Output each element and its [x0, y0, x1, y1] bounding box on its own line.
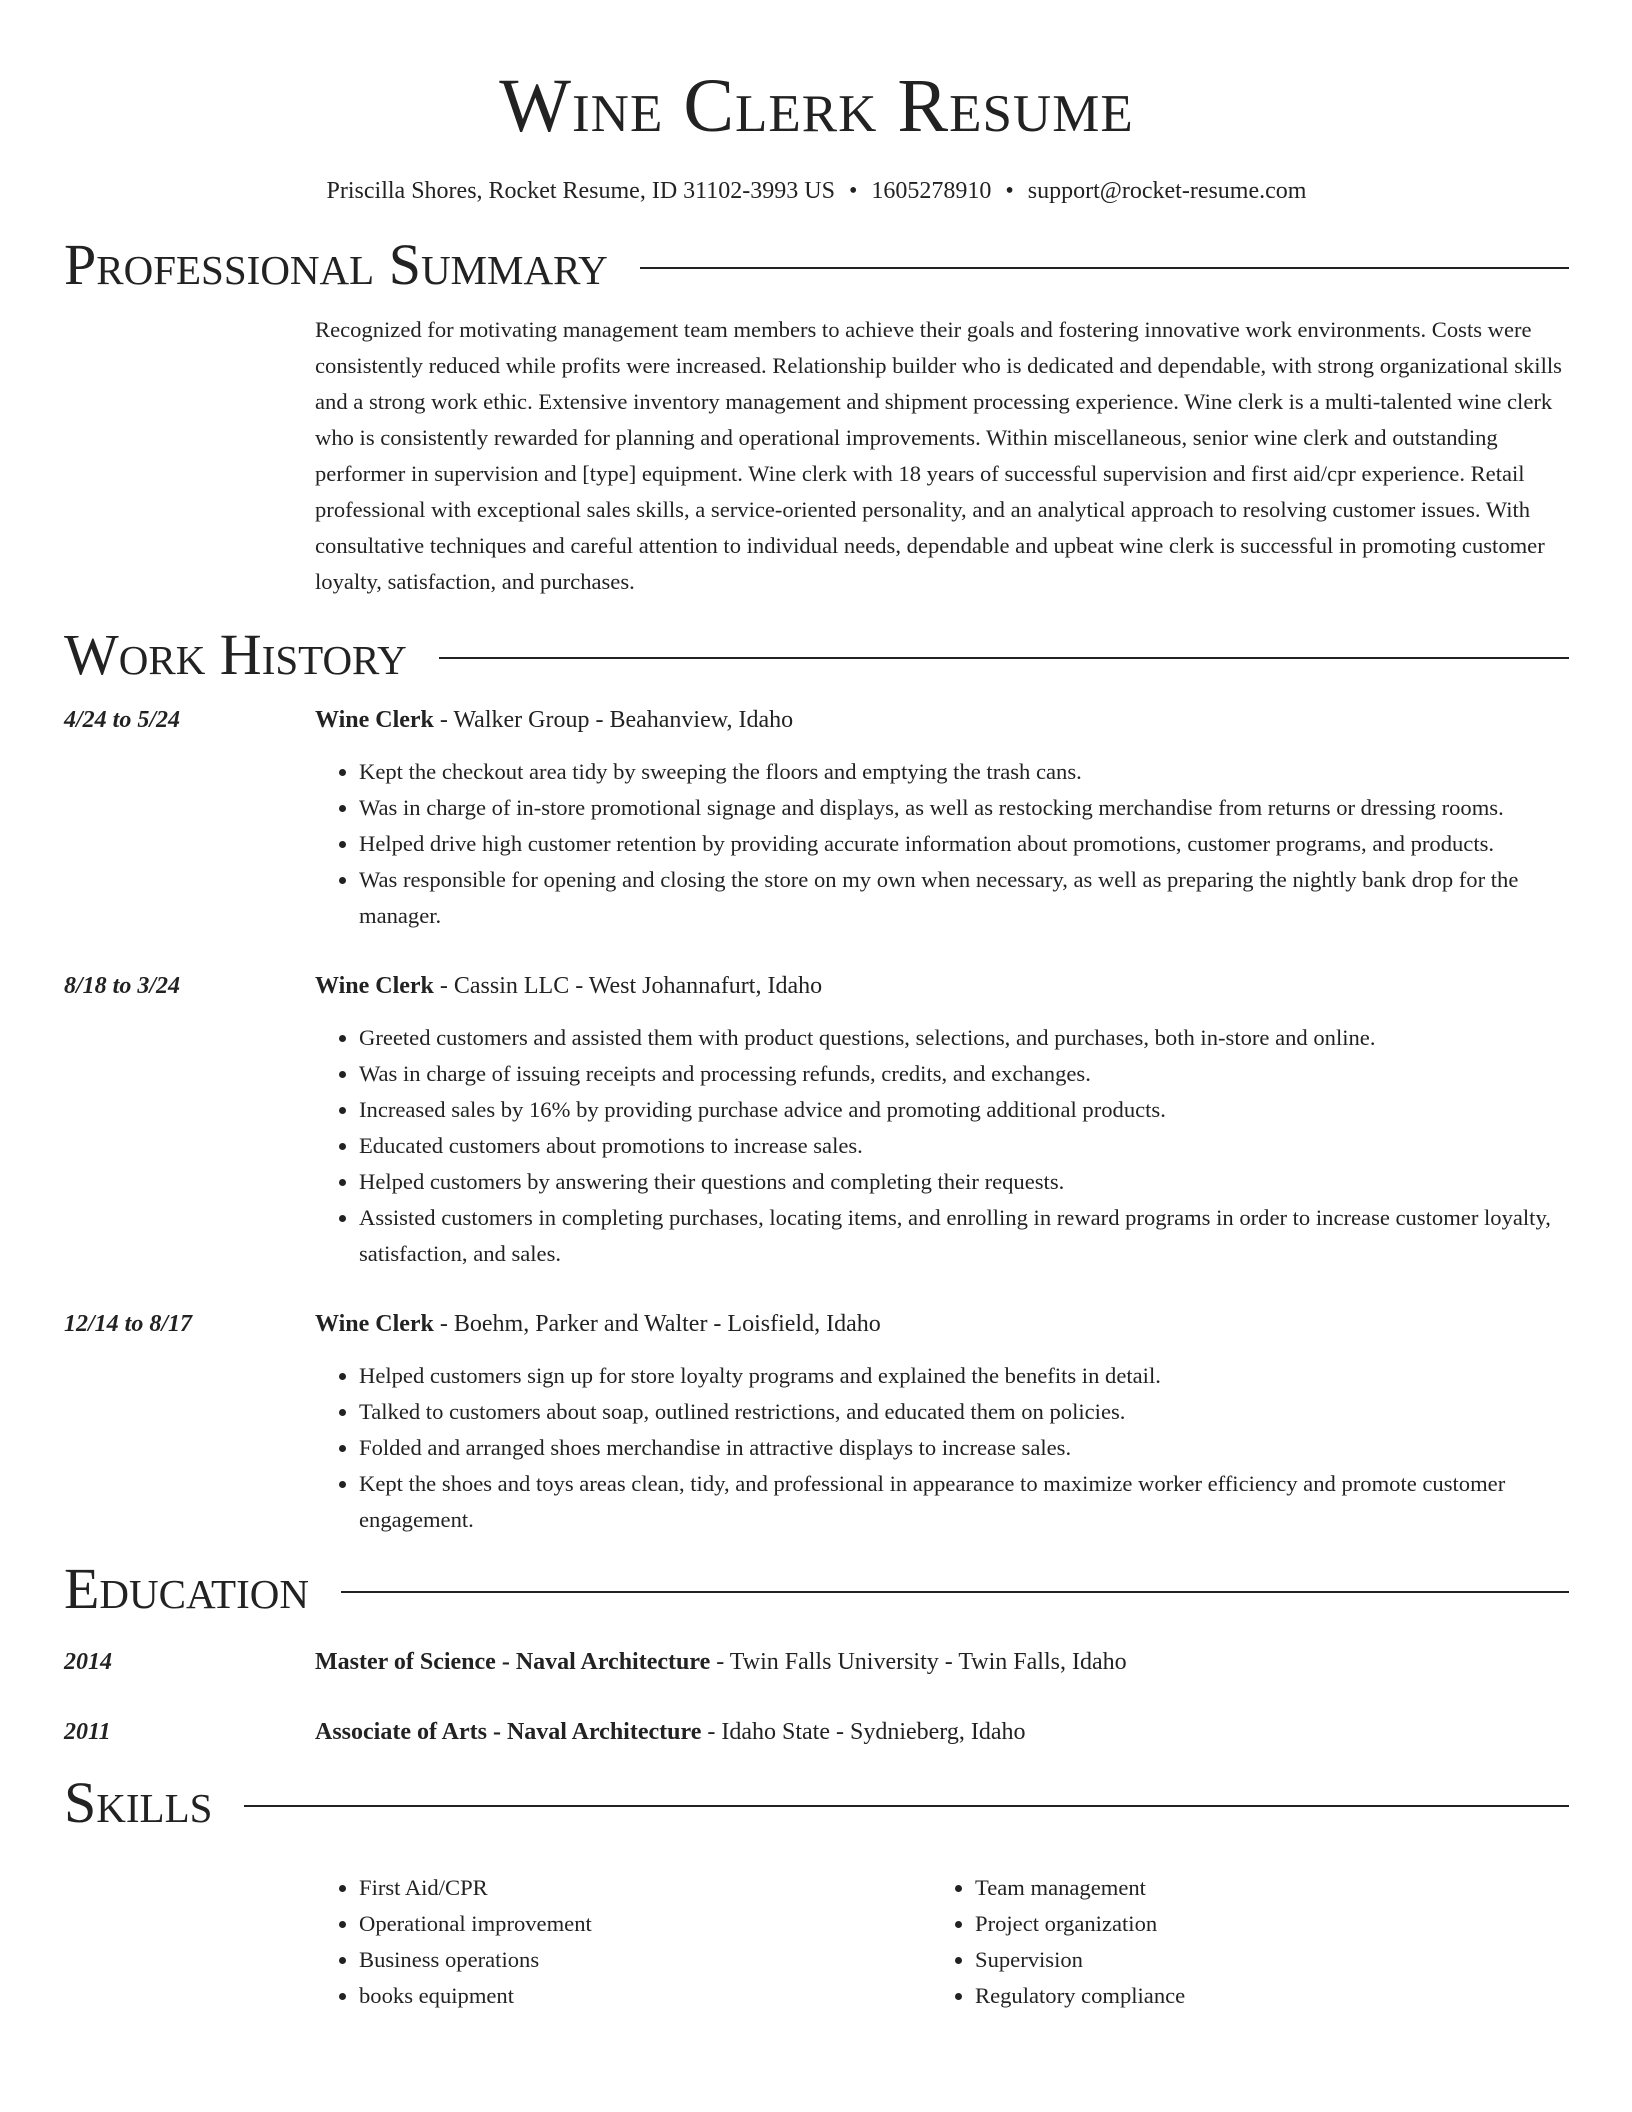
education-entry: [64, 1644, 1569, 1680]
job-bullet: • Greeted customers and assisted them with product questions, selections, and purchases, both in-store and online.: [359, 1020, 1569, 1056]
education-year: 2014: [64, 1649, 112, 1675]
summary-section-header: [64, 232, 1569, 298]
job-bullet: • Educated customers about promotions to increase sales.: [359, 1128, 1569, 1164]
skill-item: • Regulatory compliance: [975, 1978, 1547, 2014]
education-heading: [315, 1714, 1569, 1750]
job-bullet: • Kept the checkout area tidy by sweeping the floors and emptying the trash cans.: [359, 754, 1569, 790]
job-bullet: • Was in charge of in-store promotional signage and displays, as well as restocking merchandise from returns or dressing rooms.: [359, 790, 1569, 826]
job-bullets: [315, 754, 1569, 934]
section-divider: [439, 657, 1569, 659]
job-bullet: • Was responsible for opening and closing the store on my own when necessary, as well as preparing the nightly bank drop for the manager.: [359, 862, 1569, 934]
skills-list: [315, 1870, 1569, 2014]
job-bullet: • Folded and arranged shoes merchandise in attractive displays to increase sales.: [359, 1430, 1569, 1466]
job-dates: 12/14 to 8/17: [64, 1311, 193, 1337]
section-heading-education: Education: [64, 1556, 309, 1621]
job-title: Wine Clerk: [315, 707, 434, 733]
job-entry: [64, 702, 1569, 934]
job-bullets: [315, 1358, 1569, 1538]
job-heading: [315, 968, 1569, 1004]
section-heading-summary: Professional Summary: [64, 232, 608, 297]
job-dates: 8/18 to 3/24: [64, 973, 181, 999]
section-divider: [640, 267, 1569, 269]
job-bullet: • Assisted customers in completing purchases, locating items, and enrolling in reward programs in order to increase customer loyalty, satisfaction, and sales.: [359, 1200, 1569, 1272]
education-entry: [64, 1714, 1569, 1750]
job-bullet: • Was in charge of issuing receipts and processing refunds, credits, and exchanges.: [359, 1056, 1569, 1092]
skill-item: • Operational improvement: [359, 1906, 931, 1942]
skills-column-right: [931, 1870, 1547, 2014]
skill-item: • First Aid/CPR: [359, 1870, 931, 1906]
job-bullet: • Helped customers sign up for store loyalty programs and explained the benefits in detail.: [359, 1358, 1569, 1394]
skill-item: • books equipment: [359, 1978, 931, 2014]
section-heading-skills: Skills: [64, 1770, 213, 1835]
contact-email[interactable]: support@rocket-resume.com: [1027, 178, 1307, 204]
job-bullet: • Talked to customers about soap, outlined restrictions, and educated them on policies.: [359, 1394, 1569, 1430]
job-bullet: • Helped drive high customer retention by providing accurate information about promotions, customer programs, and products.: [359, 826, 1569, 862]
education-heading: [315, 1644, 1569, 1680]
contact-line: [64, 176, 1569, 206]
skill-item: • Team management: [975, 1870, 1547, 1906]
job-title: Wine Clerk: [315, 1311, 434, 1337]
job-employer: - Cassin LLC - West Johannafurt, Idaho: [433, 973, 823, 999]
job-employer: - Walker Group - Beahanview, Idaho: [433, 707, 794, 733]
resume-page: [64, 0, 1569, 2014]
contact-address: Priscilla Shores, Rocket Resume, ID 31102-3993 US: [326, 178, 835, 204]
job-heading: [315, 702, 1569, 738]
education-school: - Idaho State - Sydnieberg, Idaho: [701, 1719, 1026, 1745]
job-heading: [315, 1306, 1569, 1342]
skills-section-header: [64, 1770, 1569, 1836]
job-bullets: [315, 1020, 1569, 1272]
education-school: - Twin Falls University - Twin Falls, Idaho: [710, 1649, 1127, 1675]
job-entry: [64, 968, 1569, 1272]
contact-phone: 1605278910: [871, 178, 992, 204]
skills-column-left: [315, 1870, 931, 2014]
job-title: Wine Clerk: [315, 973, 434, 999]
work-section-header: [64, 622, 1569, 688]
education-degree: Associate of Arts - Naval Architecture: [315, 1719, 702, 1745]
job-employer: - Boehm, Parker and Walter - Loisfield, Idaho: [433, 1311, 881, 1337]
job-bullet: • Kept the shoes and toys areas clean, tidy, and professional in appearance to maximize worker efficiency and promote customer engagement.: [359, 1466, 1569, 1538]
section-divider: [341, 1591, 1569, 1593]
resume-title: Wine Clerk Resume: [499, 64, 1134, 148]
contact-separator: •: [1005, 178, 1014, 204]
job-dates: 4/24 to 5/24: [64, 707, 181, 733]
skill-item: • Project organization: [975, 1906, 1547, 1942]
skill-item: • Business operations: [359, 1942, 931, 1978]
education-year: 2011: [64, 1719, 111, 1745]
job-entry: [64, 1306, 1569, 1538]
section-divider: [244, 1805, 1569, 1807]
contact-separator: •: [848, 178, 858, 204]
skill-item: • Supervision: [975, 1942, 1547, 1978]
section-heading-work: Work History: [64, 622, 407, 687]
education-degree: Master of Science - Naval Architecture: [315, 1649, 711, 1675]
job-bullet: • Increased sales by 16% by providing purchase advice and promoting additional products.: [359, 1092, 1569, 1128]
job-bullet: • Helped customers by answering their questions and completing their requests.: [359, 1164, 1569, 1200]
education-section-header: [64, 1556, 1569, 1622]
summary-text: Recognized for motivating management team members to achieve their goals and fostering innovative work environments. Costs were consistently reduced while profits were increased. Relationship builder who is dedicated and dependable, with strong organizational skills and a strong work ethic. Extensive inventory management and shipment processing experience. Wine clerk is a multi-talented wine clerk who is consistently rewarded for planning and operational improvements. Within miscellaneous, senior wine clerk and outstanding performer in supervision and [type] equipment. Wine clerk with 18 years of successful supervision and first aid/cpr experience. Retail professional with exceptional sales skills, a service-oriented personality, and an analytical approach to resolving customer issues. With consultative techniques and careful attention to individual needs, dependable and upbeat wine clerk is successful in promoting customer loyalty, satisfaction, and purchases.: [315, 317, 1562, 594]
